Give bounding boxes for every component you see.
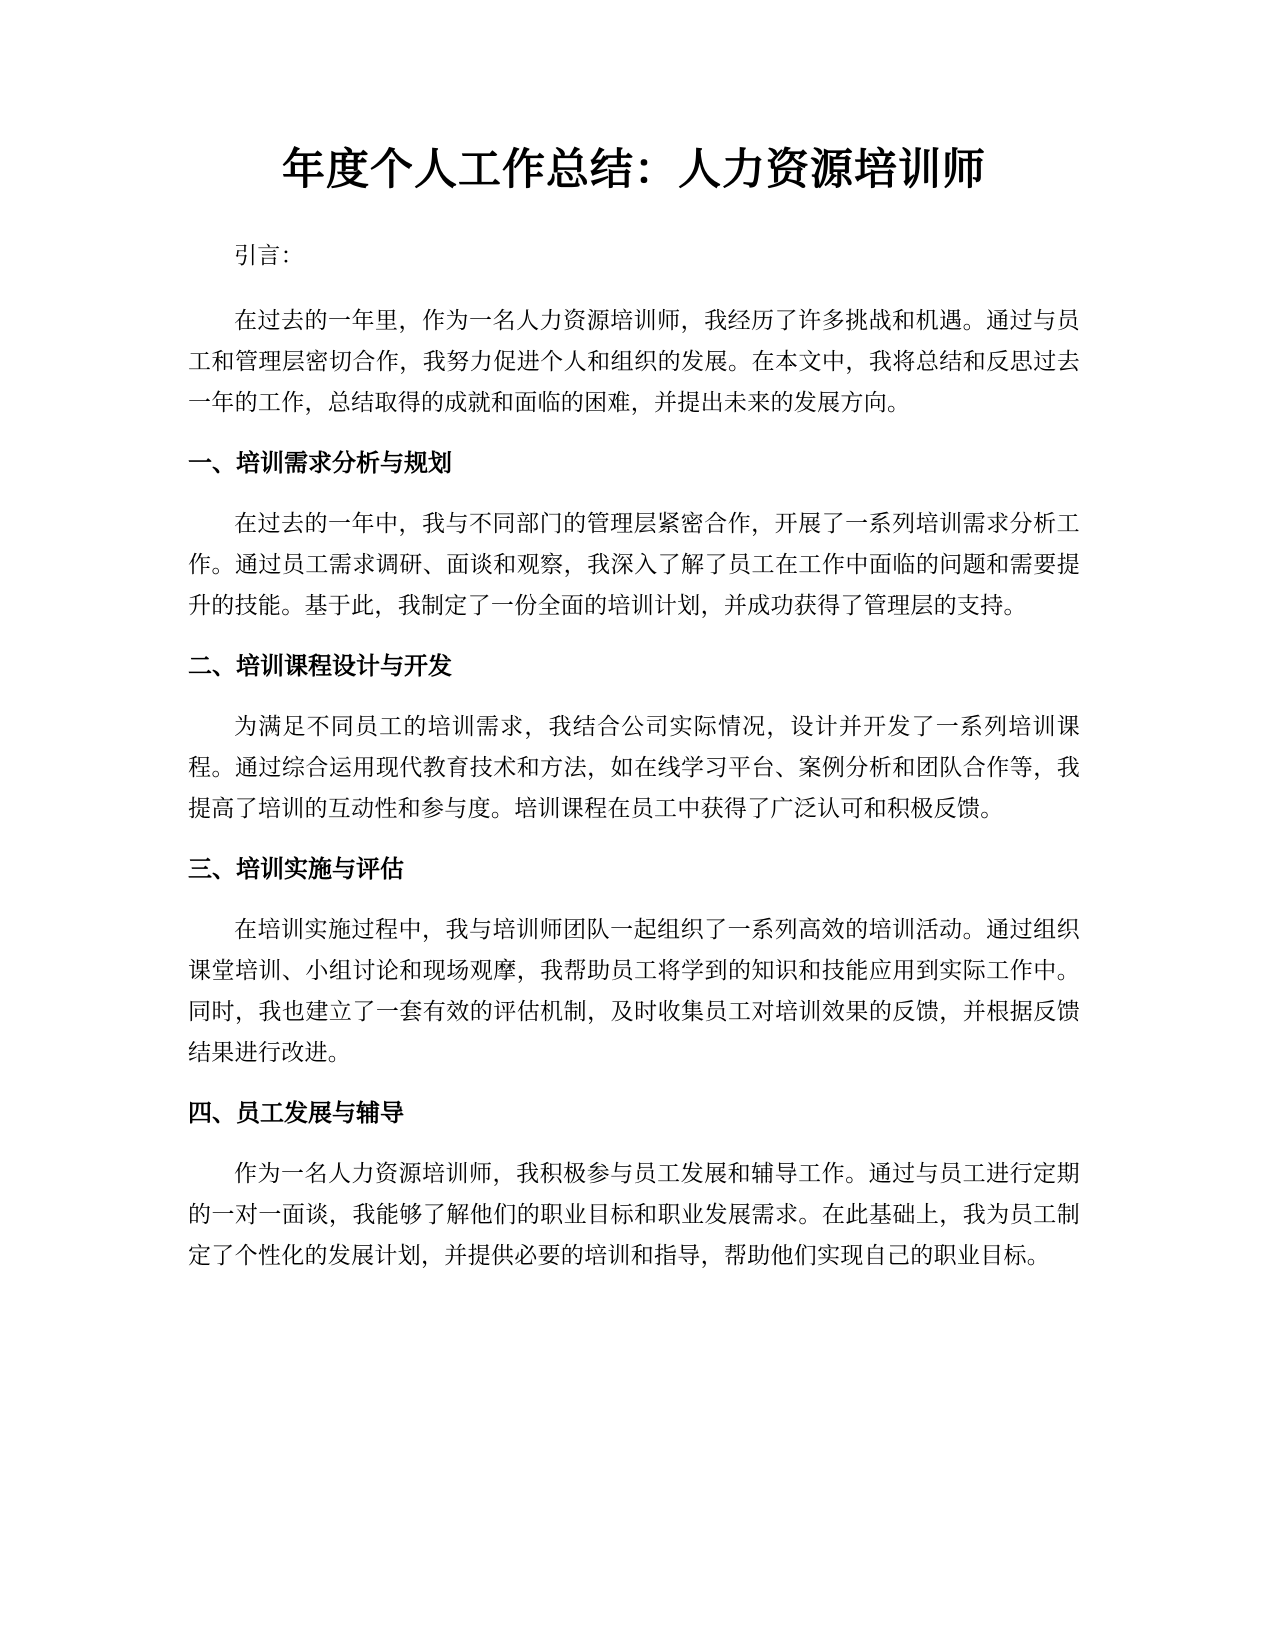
section-paragraph: 在过去的一年中，我与不同部门的管理层紧密合作，开展了一系列培训需求分析工作。通过员工需求调研、面谈和观察，我深入了解了员工在工作中面临的问题和需要提升的技能。基于此，我制定了一份全面的培训计划，并成功获得了管理层的支持。 — [188, 511, 1080, 619]
section-course-design — [188, 649, 1080, 830]
section-paragraph: 为满足不同员工的培训需求，我结合公司实际情况，设计并开发了一系列培训课程。通过综合运用现代教育技术和方法，如在线学习平台、案例分析和团队合作等，我提高了培训的互动性和参与度。培训课程在员工中获得了广泛认可和积极反馈。 — [188, 714, 1080, 822]
section-implementation-evaluation — [188, 852, 1080, 1074]
section-needs-analysis — [188, 446, 1080, 627]
section-paragraph: 在培训实施过程中，我与培训师团队一起组织了一系列高效的培训活动。通过组织课堂培训、小组讨论和现场观摩，我帮助员工将学到的知识和技能应用到实际工作中。同时，我也建立了一套有效的评估机制，及时收集员工对培训效果的反馈，并根据反馈结果进行改进。 — [188, 917, 1080, 1066]
intro-label: 引言： — [234, 243, 304, 269]
section-employee-development — [188, 1096, 1080, 1277]
section-heading: 四、员工发展与辅导 — [188, 1099, 404, 1127]
section-heading: 一、培训需求分析与规划 — [188, 449, 452, 477]
section-heading: 三、培训实施与评估 — [188, 855, 404, 883]
document-title: 年度个人工作总结：人力资源培训师 — [282, 145, 986, 195]
intro-paragraph: 在过去的一年里，作为一名人力资源培训师，我经历了许多挑战和机遇。通过与员工和管理层密切合作，我努力促进个人和组织的发展。在本文中，我将总结和反思过去一年的工作，总结取得的成就和面临的困难，并提出未来的发展方向。 — [188, 308, 1080, 416]
section-paragraph: 作为一名人力资源培训师，我积极参与员工发展和辅导工作。通过与员工进行定期的一对一面谈，我能够了解他们的职业目标和职业发展需求。在此基础上，我为员工制定了个性化的发展计划，并提供必要的培训和指导，帮助他们实现自己的职业目标。 — [188, 1161, 1080, 1269]
section-heading: 二、培训课程设计与开发 — [188, 652, 452, 680]
